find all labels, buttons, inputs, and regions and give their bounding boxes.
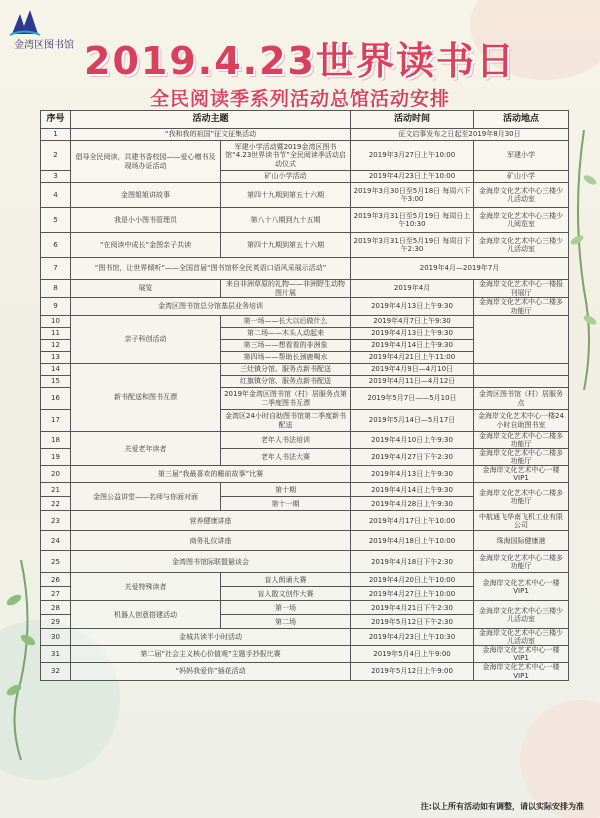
cell-time: 2019年4月—2019年7月 [351, 258, 569, 280]
cell-time: 2019年4月28日上午9:30 [351, 497, 474, 511]
cell-time: 2019年4月13日上午9:30 [351, 466, 474, 483]
cell-no: 25 [41, 551, 71, 573]
cell-place: 矿山小学 [474, 171, 569, 183]
table-row [41, 601, 569, 615]
table-row [41, 663, 569, 680]
table-row [41, 183, 569, 208]
cell-time: 2019年4月14日上午9:30 [351, 340, 474, 352]
cell-time: 2019年4月10日上午9:30 [351, 432, 474, 449]
cell-no: 27 [41, 587, 71, 601]
cell-no: 15 [41, 376, 71, 388]
cell-place: 金海岸文化艺术中心三楼少儿活动室 [474, 233, 569, 258]
cell-sub: 第三场——想看看的非洲象 [221, 340, 351, 352]
table-row [41, 141, 569, 171]
table-row [41, 316, 569, 328]
schedule-table-body [41, 129, 569, 681]
cell-time: 2019年4月21日下午2:30 [351, 601, 474, 615]
table-row [41, 233, 569, 258]
cell-sub: 红旗镇分馆、服务点新书配送 [221, 376, 351, 388]
cell-sub: 盲人朗诵大赛 [221, 573, 351, 587]
table-row [41, 364, 569, 376]
cell-theme: 新书配送和图书互漂 [71, 364, 221, 432]
cell-sub: 2019年金湾区图书馆（村）居服务点第二季度图书互漂 [221, 388, 351, 410]
cell-no: 20 [41, 466, 71, 483]
cell-time: 2019年3月31日至5月19日 每周日下午2:30 [351, 233, 474, 258]
cell-sub: 第四场——帮助长颈鹿喝水 [221, 352, 351, 364]
library-logo-text: 金湾区图书馆 [14, 40, 74, 51]
cell-sub: 第十期 [221, 483, 351, 497]
table-row [41, 466, 569, 483]
cell-time: 2019年4月23日上午10:00 [351, 171, 474, 183]
cell-place: 金海岸文化艺术中心二楼多功能厅 [474, 432, 569, 449]
cell-time: 2019年4月9日—4月10日 [351, 364, 474, 376]
poster-title: 2019.4.23世界读书日 [84, 39, 516, 83]
cell-place: 金海岸文化艺术中心三楼少儿活动室 [474, 183, 569, 208]
cell-sub: 第八十八期到九十五期 [221, 208, 351, 233]
cell-no: 18 [41, 432, 71, 449]
cell-time: 2019年5月4日上午9:00 [351, 646, 474, 663]
cell-sub: 三灶镇分馆、服务点新书配送 [221, 364, 351, 376]
cell-time: 2019年5月14日—5月17日 [351, 410, 474, 432]
cell-sub: 矿山小学活动 [221, 171, 351, 183]
cell-sub: 第二场 [221, 615, 351, 629]
cell-no: 8 [41, 280, 71, 298]
cell-theme: “妈妈我爱你”插花活动 [71, 663, 351, 680]
table-row [41, 573, 569, 587]
cell-no: 32 [41, 663, 71, 680]
cell-place: 军建小学 [474, 141, 569, 171]
cell-no: 2 [41, 141, 71, 171]
cell-theme: 我是小小图书管理员 [71, 208, 221, 233]
cell-place: 金海岸文化艺术中心三楼少儿阅览室 [474, 208, 569, 233]
cell-no: 11 [41, 328, 71, 340]
cell-no: 13 [41, 352, 71, 364]
cell-no: 12 [41, 340, 71, 352]
cell-no: 10 [41, 316, 71, 328]
cell-time: 2019年4月7日上午9:30 [351, 316, 474, 328]
cell-no: 16 [41, 388, 71, 410]
table-row [41, 551, 569, 573]
cell-no: 4 [41, 183, 71, 208]
cell-place [474, 376, 569, 388]
cell-no: 30 [41, 629, 71, 646]
table-header-row [41, 111, 569, 129]
cell-sub: 第十一期 [221, 497, 351, 511]
cell-no: 28 [41, 601, 71, 615]
cell-theme: 金图公益讲堂——名师与你面对面 [71, 483, 221, 511]
cell-time: 2019年4月13日上午9:30 [351, 298, 474, 316]
header-place: 活动地点 [474, 111, 569, 129]
cell-time: 2019年5月12日下午2:30 [351, 615, 474, 629]
cell-place: 金湾区图书馆（村）居服务点 [474, 388, 569, 410]
cell-time: 2019年4月17日上午10:00 [351, 511, 474, 531]
header-theme: 活动主题 [71, 111, 351, 129]
cell-no: 19 [41, 449, 71, 466]
cell-sub: 第二场——木头人动起来 [221, 328, 351, 340]
cell-no: 29 [41, 615, 71, 629]
cell-theme: 亲子科创活动 [71, 316, 221, 364]
cell-no: 9 [41, 298, 71, 316]
header-no: 序号 [41, 111, 71, 129]
cell-no: 5 [41, 208, 71, 233]
cell-no: 22 [41, 497, 71, 511]
schedule-table [40, 110, 569, 681]
cell-time: 2019年4月20日上午10:00 [351, 573, 474, 587]
cell-theme: 第三届“我最喜欢的睡前故事”比赛 [71, 466, 351, 483]
cell-time: 2019年4月14日上午9:30 [351, 483, 474, 497]
cell-sub: 第四十九期到第五十六期 [221, 183, 351, 208]
cell-time: 2019年4月23日上午10:30 [351, 629, 474, 646]
leaf-decoration-icon [4, 560, 38, 760]
table-row [41, 280, 569, 298]
cell-sub: 第四十九期到第五十六期 [221, 233, 351, 258]
cell-theme: 金图姐姐讲故事 [71, 183, 221, 208]
cell-sub: 盲人散文创作大赛 [221, 587, 351, 601]
cell-place: 金海岸文化艺术中心一楼VIP1 [474, 466, 569, 483]
cell-time: 2019年4月27日下午2:30 [351, 449, 474, 466]
cell-theme: 展览 [71, 280, 221, 298]
cell-place: 金海岸文化艺术中心一楼VIP1 [474, 663, 569, 680]
table-row [41, 258, 569, 280]
table-row [41, 129, 569, 141]
cell-time: 2019年4月 [351, 280, 474, 298]
cell-place: 金海岸文化艺术中心一楼VIP1 [474, 646, 569, 663]
cell-time: 征文启事发布之日起至2019年8月30日 [351, 129, 569, 141]
cell-sub: 老年人书法大赛 [221, 449, 351, 466]
table-row [41, 208, 569, 233]
cell-place [474, 364, 569, 376]
cell-sub: 老年人书法培训 [221, 432, 351, 449]
cell-place: 金海岸文化艺术中心一楼24小时自助图书室 [474, 410, 569, 432]
cell-place: 珠海国际健康港 [474, 531, 569, 551]
header-time: 活动时间 [351, 111, 474, 129]
cell-time: 2019年5月7日——5月10日 [351, 388, 474, 410]
cell-place: 金海岸文化艺术中心三楼少儿活动室 [474, 629, 569, 646]
cell-no: 3 [41, 171, 71, 183]
cell-place [474, 316, 569, 364]
cell-place: 金海岸文化艺术中心二楼多功能厅 [474, 483, 569, 511]
leaf-decoration-icon [570, 130, 598, 390]
cell-theme: “在阅读中成长”金图亲子共读 [71, 233, 221, 258]
cell-place: 金海岸文化艺术中心一楼VIP1 [474, 573, 569, 601]
cell-theme: 金城共读半小时活动 [71, 629, 351, 646]
cell-time: 2019年3月27日上午10:00 [351, 141, 474, 171]
cell-theme: “我和我的祖国”征文征集活动 [71, 129, 351, 141]
cell-no: 31 [41, 646, 71, 663]
cell-time: 2019年4月18日上午10:00 [351, 531, 474, 551]
table-row [41, 511, 569, 531]
cell-no: 1 [41, 129, 71, 141]
table-row [41, 531, 569, 551]
cell-place: 金海岸文化艺术中心二楼多功能厅 [474, 449, 569, 466]
cell-theme: 商务礼仪讲座 [71, 531, 351, 551]
table-row [41, 646, 569, 663]
cell-sub: 军建小学活动暨2019金湾区图书馆“4.23世界读书节”全民阅读季活动启动仪式 [221, 141, 351, 171]
cell-time: 2019年4月18日下午2:30 [351, 551, 474, 573]
cell-theme: 金湾图书馆际联盟悬谈会 [71, 551, 351, 573]
table-row [41, 483, 569, 497]
cell-time: 2019年4月21日上午11:00 [351, 352, 474, 364]
cell-time: 2019年5月12日上午9:00 [351, 663, 474, 680]
cell-no: 7 [41, 258, 71, 280]
cell-theme: 金湾区图书馆总分馆基层业务培训 [71, 298, 351, 316]
table-row [41, 629, 569, 646]
cell-time: 2019年4月13日上午9:30 [351, 328, 474, 340]
poster-subtitle: 全民阅读季系列活动总馆活动安排 [149, 88, 450, 110]
cell-theme: 关爱老年读者 [71, 432, 221, 466]
cell-time: 2019年4月27日上午10:00 [351, 587, 474, 601]
cell-no: 6 [41, 233, 71, 258]
cell-place: 中航通飞华南飞机工业有限公司 [474, 511, 569, 531]
cell-theme: 机器人创意搭建活动 [71, 601, 221, 629]
cell-time: 2019年4月11日—4月12日 [351, 376, 474, 388]
cell-sub: 第一场——长大以后做什么 [221, 316, 351, 328]
cell-no: 17 [41, 410, 71, 432]
cell-sub: 金湾区24小时自助图书馆第二季度新书配送 [221, 410, 351, 432]
cell-time: 2019年3月31日至5月19日 每周日上午10:30 [351, 208, 474, 233]
cell-theme: 第二届“社会主义核心价值观”主题手抄报比赛 [71, 646, 351, 663]
cell-theme: “图书馆，让世界倾听”——全国首届“图书馆杯全民英语口语风采展示活动” [71, 258, 351, 280]
table-row [41, 432, 569, 449]
cell-place: 金海岸文化艺术中心二楼多功能厅 [474, 298, 569, 316]
table-row [41, 298, 569, 316]
adjustment-note: 注:以上所有活动如有调整，请以实际安排为准 [420, 802, 584, 811]
cell-no: 21 [41, 483, 71, 497]
cell-sub: 来自非洲草原的礼物——非洲野生动物图片展 [221, 280, 351, 298]
cell-no: 24 [41, 531, 71, 551]
cell-place: 金海岸文化艺术中心一楼报刊展厅 [474, 280, 569, 298]
cell-theme: 关爱特殊读者 [71, 573, 221, 601]
cell-no: 14 [41, 364, 71, 376]
cell-time: 2019年3月30日至5月18日 每周六下午3:00 [351, 183, 474, 208]
cell-no: 23 [41, 511, 71, 531]
cell-no: 26 [41, 573, 71, 587]
cell-place: 金海岸文化艺术中心二楼多功能厅 [474, 551, 569, 573]
cell-place: 金海岸文化艺术中心三楼少儿活动室 [474, 601, 569, 629]
cell-sub: 第一场 [221, 601, 351, 615]
cell-theme: 倡导全民阅读，共建书香校园——爱心赠书及现场办证活动 [71, 141, 221, 183]
cell-theme: 营养健康讲座 [71, 511, 351, 531]
